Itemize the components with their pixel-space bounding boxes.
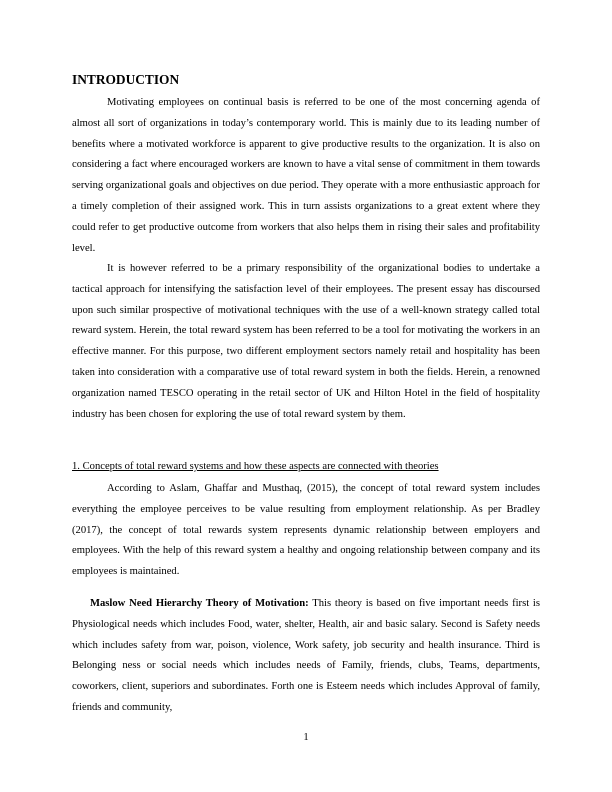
- section-heading: 1. Concepts of total reward systems and how these aspects are connected with theories: [72, 461, 439, 472]
- page-number: 1: [303, 732, 309, 743]
- intro-paragraph-2: It is however referred to be a primary responsibility of the organizational bodies to undertake a tactical approach for intensifying the satisfaction level of their employees. The present essay has discoursed upon such similar prospective of motivational techniques with the use of a well-known strategy called total reward system. Herein, the total reward system has been referred to be a tool for motivating the workers in an effective manner. For this purpose, two different employment sectors namely retail and hospitality has been taken into consideration with a comparative use of total reward system in both the fields. Herein, a renowned organization named TESCO operating in the retail sector of UK and Hilton Hotel in the field of hospitality industry has been chosen for exploring the use of total reward system by them.: [72, 263, 540, 420]
- maslow-paragraph: [72, 594, 540, 719]
- introduction-heading: INTRODUCTION: [72, 72, 180, 87]
- section-paragraph: According to Aslam, Ghaffar and Musthaq, (2015), the concept of total reward system includes everything the employee perceives to be value resulting from employment relationship. As per Bradley (2017), the concept of total rewards system represents dynamic relationship between employers and employees. With the help of this reward system a healthy and ongoing relationship between company and its employees is maintained.: [72, 483, 540, 578]
- intro-paragraph-1: Motivating employees on continual basis is referred to be one of the most concerning agenda of almost all sort of organizations in today’s contemporary world. This is mainly due to its leading number of benefits where a motivated workforce is apparent to give productive results to the organization. It is also on considering a fact where encouraged workers are known to have a vital sense of commitment in them towards serving organizational goals and objectives on due period. They operate with a more enthusiastic approach for a timely completion of their assigned work. This in turn assists organizations to a great extent where they could refer to get productive outcome from workers that also helps them in rising their sales and profitability level.: [72, 97, 540, 254]
- maslow-title: Maslow Need Hierarchy Theory of Motivation:: [90, 598, 309, 609]
- maslow-text: This theory is based on five important needs first is Physiological needs which includes Food, water, shelter, Health, air and basic salary. Second is Safety needs which includes safety from war, poison, violence, Work safety, job security and health insurance. Third is Belonging ness or social needs which includes needs of Family, friends, clubs, Teams, departments, coworkers, client, superiors and subordinates. Forth one is Esteem needs which includes Approval of family, friends and community,: [72, 598, 540, 713]
